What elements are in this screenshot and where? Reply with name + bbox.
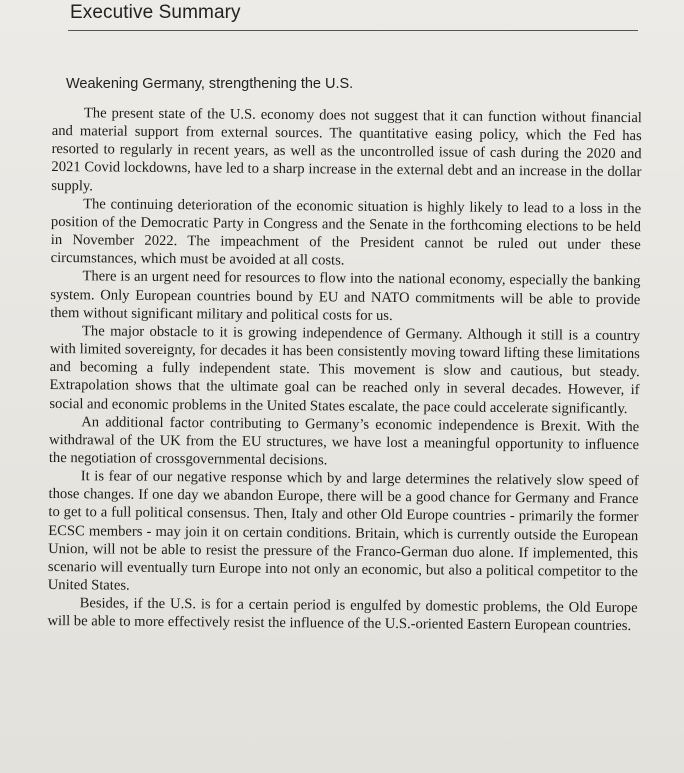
paragraph-3: There is an urgent need for resources to flow into the national economy, especially the banking system. Only European countries bound by EU and NATO commitments will be able to provide them without significant military and political costs for us. (50, 268, 641, 324)
body-text (47, 104, 642, 636)
paragraph-2: The continuing deterioration of the economic situation is highly likely to lead to a loss in the position of the Democratic Party in Congress and the Senate in the forthcoming elections to be held in November 2022. The impeachment of the President cannot be ruled out under these circumstances, which must be avoided at all costs. (50, 196, 642, 269)
paragraph-5: An additional factor contributing to Germany’s economic independence is Brexit. With the withdrawal of the UK from the EU structures, we have lost a meaningful opportunity to influence the negotiation of crossgovernmental decisions. (48, 413, 640, 469)
paragraph-1: The present state of the U.S. economy does not suggest that it can function without financial and material support from external sources. The quantitative easing policy, which the Fed has resorted to regularly in recent years, as well as the uncontrolled issue of cash during the 2020 and 2021 Covid lockdowns, have led to a sharp increase in the external debt and an increase in the dollar supply. (51, 105, 642, 194)
paragraph-7: Besides, if the U.S. is for a certain period is engulfed by domestic problems, the Old Europe will be able to more effectively resist the influence of the U.S.-oriented Eastern European countries. (47, 595, 638, 635)
page-header-title: Executive Summary (70, 2, 241, 23)
header-divider (68, 30, 638, 31)
paragraph-6: It is fear of our negative response which by and large determines the relatively slow speed of those changes. If one day we abandon Europe, there will be a good chance for Germany and France to get to a full political consensus. Then, Italy and other Old Europe countries - primarily the former ECSC members - may join it on certain conditions. Britain, which is currently outside the European Union, will not be able to resist the pressure of the Franco-German duo alone. If implemented, this scenario will eventually turn Europe into not only an economic, but also a political competitor to the United States. (47, 468, 639, 594)
paragraph-4: The major obstacle to it is growing independence of Germany. Although it still is a country with limited sovereignty, for decades it has been consistently moving toward lifting these limitations and becoming a fully independent state. This movement is slow and cautious, but steady. Extrapolation shows that the ultimate goal can be reached only in several decades. However, if social and economic problems in the United States escalate, the pace could accelerate significantly. (49, 323, 641, 417)
section-heading: Weakening Germany, strengthening the U.S. (66, 76, 354, 92)
